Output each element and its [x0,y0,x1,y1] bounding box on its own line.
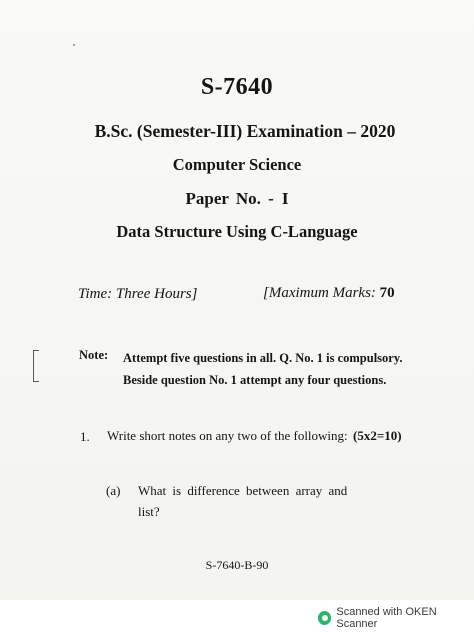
scanner-watermark-text: Scanned with OKEN Scanner [336,606,437,630]
paper-number: I [281,189,289,208]
note-instructions [123,347,423,391]
paper-number-line [0,189,474,209]
time-allowed: Time: Three Hours] [78,286,198,302]
course-title: Data Structure Using C-Language [116,222,358,241]
question-text: Write short notes on any two of the following: [107,428,348,443]
exam-title: B.Sc. (Semester-III) Examination – 2020 [94,121,396,141]
note-line-1: Attempt five questions in all. Q. No. 1 is compulsory. [123,351,403,365]
paper-code: S-7640 [200,74,274,100]
subject-title: Computer Science [172,155,302,174]
oken-scanner-logo-icon [318,611,331,625]
note-line-2: Beside question No. 1 attempt any four questions. [123,373,387,387]
question-number: 1. [80,429,90,444]
paper-label: Paper No. - [185,189,274,208]
scanner-watermark [318,606,474,630]
margin-bracket-mark [33,350,39,382]
footer-code: S-7640-B-90 [205,558,269,572]
note-label: Note: [79,348,109,362]
speck-mark [73,44,75,46]
maximum-marks-value: 70 [379,285,395,301]
sub-question-label: (a) [106,483,121,498]
question-marks: (5x2=10) [353,428,402,443]
maximum-marks-label: [Maximum Marks: [263,285,376,301]
maximum-marks [263,285,395,302]
sub-question-text: What is difference between array and list? [138,483,348,519]
